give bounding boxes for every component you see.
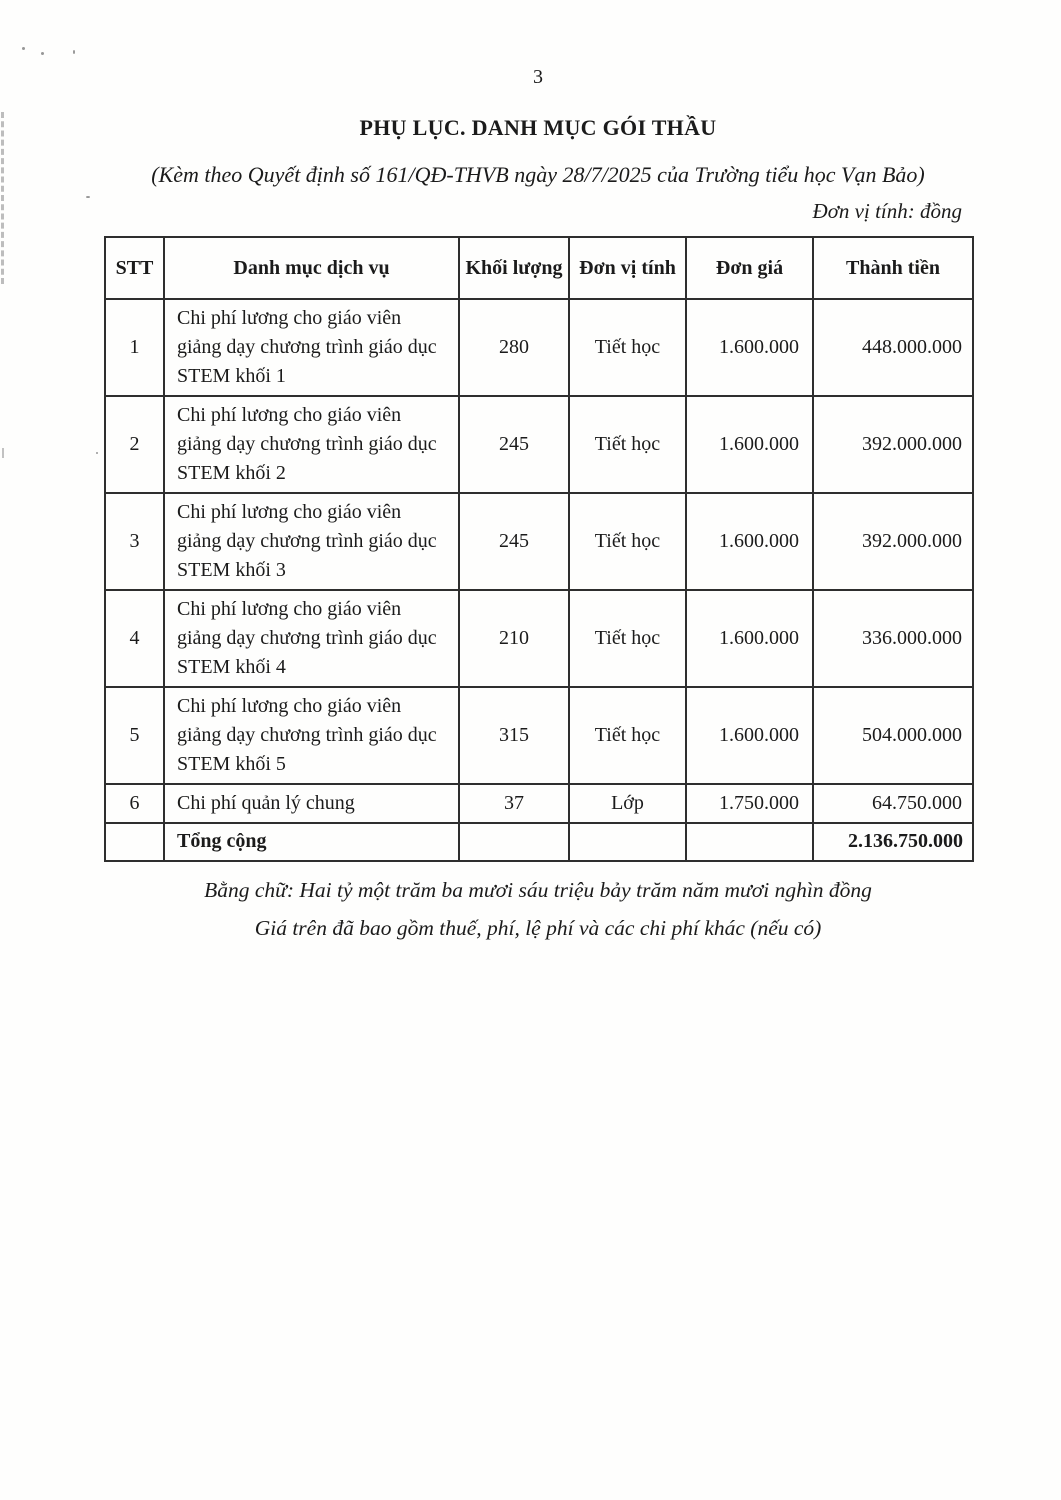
scan-speck xyxy=(96,452,98,454)
header-unit: Đơn vị tính xyxy=(569,237,686,299)
table-row xyxy=(105,784,973,823)
header-unit-price: Đơn giá xyxy=(686,237,813,299)
cell-amount: 448.000.000 xyxy=(813,299,973,396)
header-service: Danh mục dịch vụ xyxy=(164,237,459,299)
cell-unit-price: 1.600.000 xyxy=(686,590,813,687)
cell-unit: Tiết học xyxy=(569,687,686,784)
cell-unit-price: 1.600.000 xyxy=(686,493,813,590)
scan-speck xyxy=(22,47,25,50)
cell-service: Chi phí lương cho giáo viên giảng dạy chương trình giáo dục STEM khối 2 xyxy=(164,396,459,493)
cell-stt: 4 xyxy=(105,590,164,687)
scan-artifact-left-dash xyxy=(2,448,4,458)
cell-service: Chi phí quản lý chung xyxy=(164,784,459,823)
cell-empty xyxy=(105,823,164,861)
cell-quantity: 245 xyxy=(459,493,569,590)
cell-empty xyxy=(686,823,813,861)
cell-service: Chi phí lương cho giáo viên giảng dạy chương trình giáo dục STEM khối 3 xyxy=(164,493,459,590)
cell-stt: 6 xyxy=(105,784,164,823)
cell-service: Chi phí lương cho giáo viên giảng dạy chương trình giáo dục STEM khối 1 xyxy=(164,299,459,396)
currency-unit-note: Đơn vị tính: đồng xyxy=(812,198,962,223)
scan-artifact-left-edge xyxy=(1,112,4,284)
cell-quantity: 210 xyxy=(459,590,569,687)
total-label: Tổng cộng xyxy=(164,823,459,861)
cell-amount: 64.750.000 xyxy=(813,784,973,823)
table-body xyxy=(105,299,973,861)
cell-amount: 392.000.000 xyxy=(813,493,973,590)
cell-empty xyxy=(459,823,569,861)
header-quantity: Khối lượng xyxy=(459,237,569,299)
cell-stt: 3 xyxy=(105,493,164,590)
cell-unit: Tiết học xyxy=(569,396,686,493)
cell-empty xyxy=(569,823,686,861)
cell-unit-price: 1.600.000 xyxy=(686,396,813,493)
scan-speck xyxy=(41,52,44,55)
cell-unit: Tiết học xyxy=(569,590,686,687)
cell-stt: 5 xyxy=(105,687,164,784)
cell-stt: 2 xyxy=(105,396,164,493)
amount-in-words: Bằng chữ: Hai tỷ một trăm ba mươi sáu triệu bảy trăm năm mươi nghìn đồng xyxy=(204,877,872,902)
page-subtitle: (Kèm theo Quyết định số 161/QĐ-THVB ngày 28/7/2025 của Trường tiểu học Vạn Bảo) xyxy=(151,162,925,187)
cell-stt: 1 xyxy=(105,299,164,396)
cell-amount: 504.000.000 xyxy=(813,687,973,784)
table-row xyxy=(105,396,973,493)
header-row xyxy=(105,237,973,299)
total-row xyxy=(105,823,973,861)
cell-quantity: 315 xyxy=(459,687,569,784)
table-row xyxy=(105,687,973,784)
scan-speck xyxy=(73,50,75,54)
cell-quantity: 37 xyxy=(459,784,569,823)
table-row xyxy=(105,590,973,687)
page-title: PHỤ LỤC. DANH MỤC GÓI THẦU xyxy=(359,115,717,140)
cell-unit-price: 1.600.000 xyxy=(686,687,813,784)
procurement-items-table xyxy=(104,236,974,862)
cell-quantity: 245 xyxy=(459,396,569,493)
page-number: 3 xyxy=(533,66,543,88)
cell-service: Chi phí lương cho giáo viên giảng dạy chương trình giáo dục STEM khối 4 xyxy=(164,590,459,687)
cell-service: Chi phí lương cho giáo viên giảng dạy chương trình giáo dục STEM khối 5 xyxy=(164,687,459,784)
cell-amount: 336.000.000 xyxy=(813,590,973,687)
table-header xyxy=(105,237,973,299)
total-amount: 2.136.750.000 xyxy=(813,823,973,861)
cell-unit: Lớp xyxy=(569,784,686,823)
cell-quantity: 280 xyxy=(459,299,569,396)
header-stt: STT xyxy=(105,237,164,299)
table-row xyxy=(105,299,973,396)
cell-unit-price: 1.750.000 xyxy=(686,784,813,823)
cell-amount: 392.000.000 xyxy=(813,396,973,493)
table-row xyxy=(105,493,973,590)
cell-unit: Tiết học xyxy=(569,493,686,590)
cell-unit-price: 1.600.000 xyxy=(686,299,813,396)
tax-inclusion-note: Giá trên đã bao gồm thuế, phí, lệ phí và các chi phí khác (nếu có) xyxy=(254,915,822,940)
header-amount: Thành tiền xyxy=(813,237,973,299)
scan-speck xyxy=(86,196,90,198)
cell-unit: Tiết học xyxy=(569,299,686,396)
